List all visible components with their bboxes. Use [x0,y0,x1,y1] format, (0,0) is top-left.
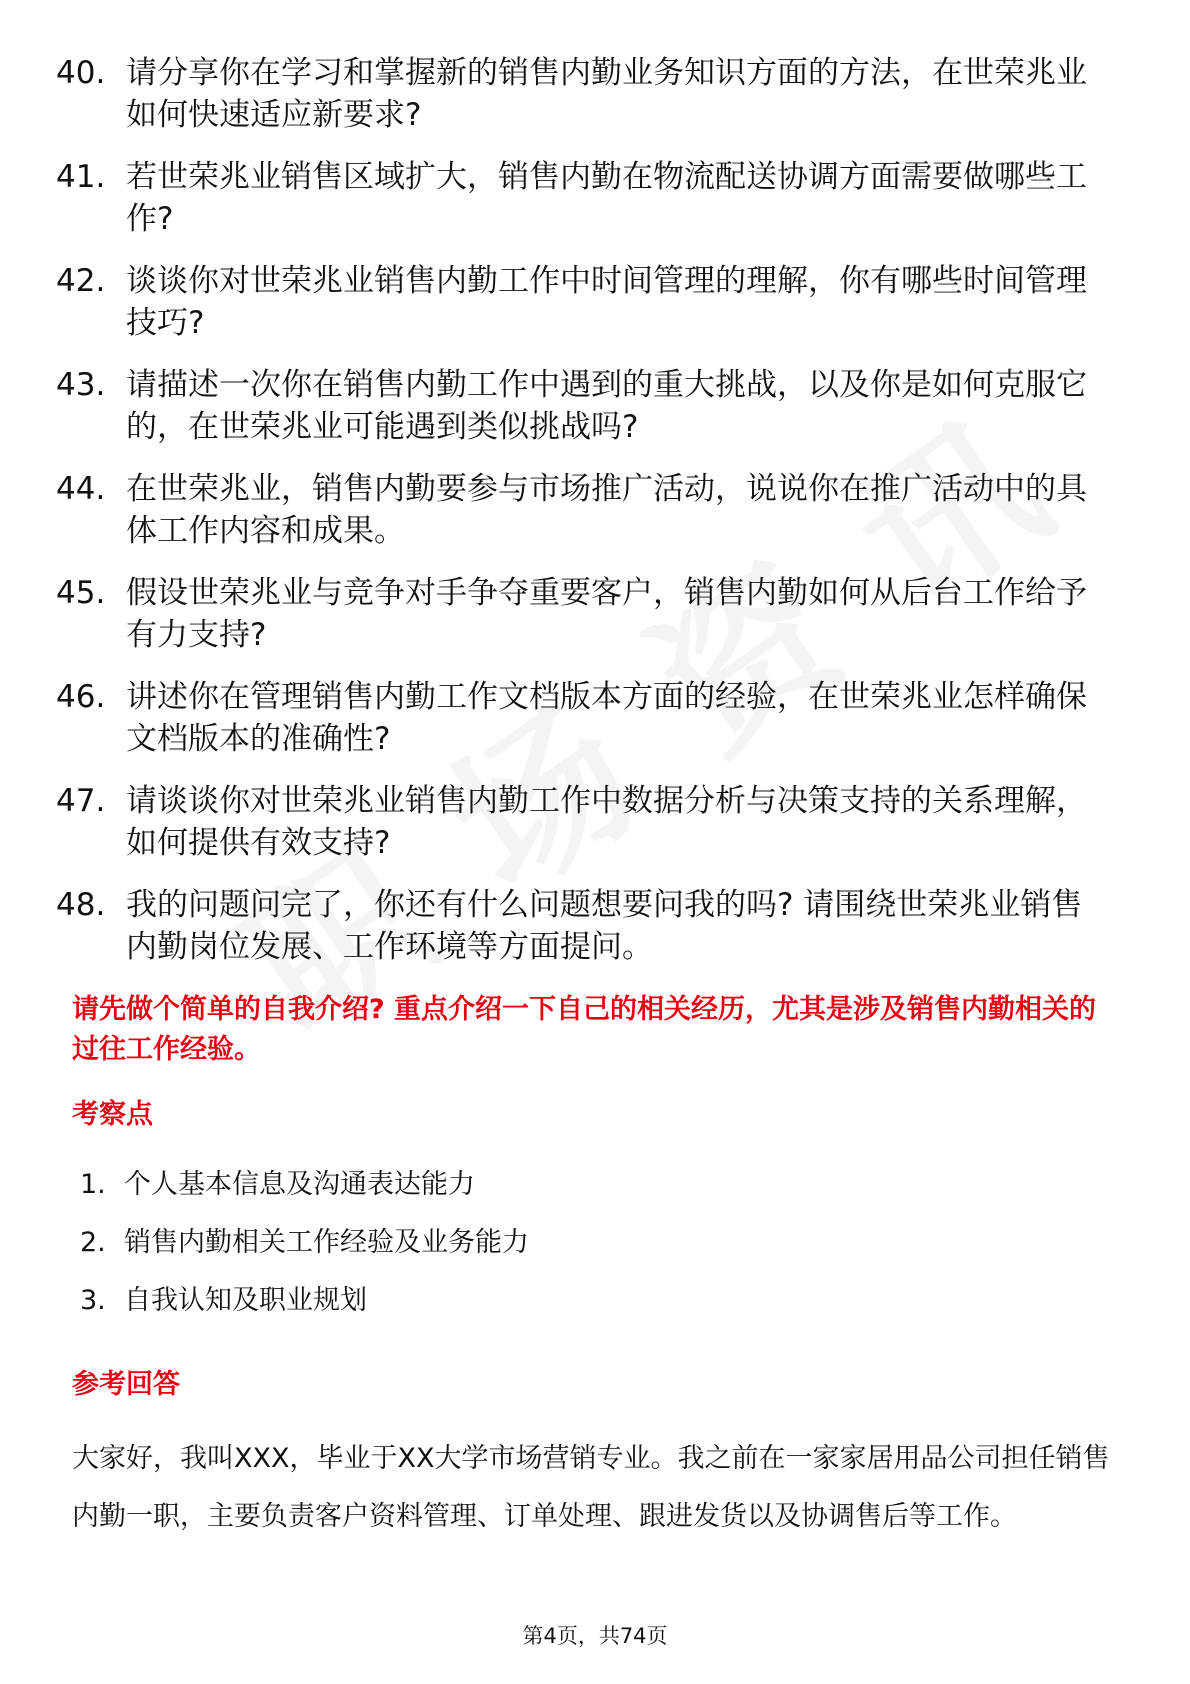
points-list [80,1165,980,1339]
point-text: 销售内勤相关工作经验及业务能力 [124,1227,529,1258]
question-item [56,884,1116,968]
answer-heading: 参考回答 [72,1369,180,1400]
question-text: 请谈谈你对世荣兆业销售内勤工作中数据分析与决策支持的关系理解，如何提供有效支持? [126,783,1087,861]
question-number: 41. [56,159,106,195]
question-list [56,52,1116,988]
question-number: 46. [56,679,106,715]
question-item [56,572,1116,656]
question-item [56,260,1116,344]
answer-text: 大家好，我叫XXX，毕业于XX大学市场营销专业。我之前在一家家居用品公司担任销售内勤一职，主要负责客户资料管理、订单处理、跟进发货以及协调售后等工作。 [72,1443,1110,1532]
question-text: 讲述你在管理销售内勤工作文档版本方面的经验，在世荣兆业怎样确保文档版本的准确性? [126,679,1087,757]
question-number: 43. [56,367,106,403]
point-number: 3. [80,1285,106,1316]
question-number: 47. [56,783,106,819]
intro-question: 请先做个简单的自我介绍? 重点介绍一下自己的相关经历，尤其是涉及销售内勤相关的过往工作经验。 [72,994,1097,1065]
question-number: 45. [56,575,106,611]
question-number: 44. [56,471,106,507]
question-text: 我的问题问完了，你还有什么问题想要问我的吗? 请围绕世荣兆业销售内勤岗位发展、工作环境等方面提问。 [126,887,1083,965]
question-item [56,156,1116,240]
point-text: 个人基本信息及沟通表达能力 [124,1169,475,1200]
point-item [80,1165,980,1223]
point-text: 自我认知及职业规划 [124,1285,367,1316]
question-item [56,780,1116,864]
question-text: 假设世荣兆业与竞争对手争夺重要客户，销售内勤如何从后台工作给予有力支持? [126,575,1087,653]
question-text: 请描述一次你在销售内勤工作中遇到的重大挑战，以及你是如何克服它的，在世荣兆业可能遇到类似挑战吗? [126,367,1087,445]
question-item [56,364,1116,448]
page-footer: 第4页，共74页 [522,1624,668,1648]
question-text: 谈谈你对世荣兆业销售内勤工作中时间管理的理解，你有哪些时间管理技巧? [126,263,1087,341]
point-item [80,1223,980,1281]
question-item [56,676,1116,760]
question-item [56,468,1116,552]
question-number: 40. [56,55,106,91]
question-number: 42. [56,263,106,299]
point-number: 2. [80,1227,106,1258]
points-heading: 考察点 [72,1099,153,1130]
question-text: 请分享你在学习和掌握新的销售内勤业务知识方面的方法，在世荣兆业如何快速适应新要求? [126,55,1087,133]
question-item [56,52,1116,136]
point-number: 1. [80,1169,106,1200]
question-text: 在世荣兆业，销售内勤要参与市场推广活动，说说你在推广活动中的具体工作内容和成果。 [126,471,1087,549]
point-item [80,1281,980,1339]
question-number: 48. [56,887,106,923]
question-text: 若世荣兆业销售区域扩大，销售内勤在物流配送协调方面需要做哪些工作? [126,159,1087,237]
